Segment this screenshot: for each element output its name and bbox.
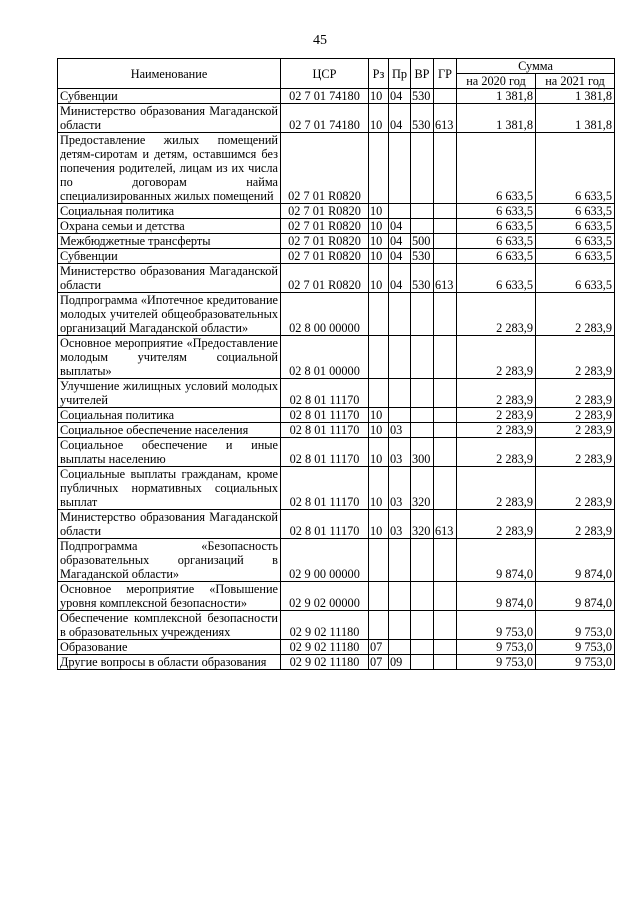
row-gr: [434, 219, 457, 234]
row-sum-2021: 6 633,5: [536, 219, 615, 234]
table-row: [58, 582, 615, 611]
row-sum-2021: 6 633,5: [536, 133, 615, 204]
row-name: Образование: [58, 640, 281, 655]
row-pr: 04: [389, 249, 411, 264]
row-name: Социальная политика: [58, 204, 281, 219]
row-sum-2021: 9 753,0: [536, 655, 615, 670]
row-sum-2020: 6 633,5: [457, 234, 536, 249]
row-pr: [389, 293, 411, 336]
table-row: [58, 104, 615, 133]
row-gr: 613: [434, 104, 457, 133]
row-sum-2021: 6 633,5: [536, 204, 615, 219]
row-vr: [411, 640, 434, 655]
row-name: Другие вопросы в области образования: [58, 655, 281, 670]
row-csr: 02 9 02 11180: [281, 655, 369, 670]
row-name: Министерство образования Магаданской области: [58, 510, 281, 539]
row-rz: 10: [369, 249, 389, 264]
row-rz: [369, 336, 389, 379]
row-rz: [369, 611, 389, 640]
row-rz: [369, 379, 389, 408]
row-gr: [434, 423, 457, 438]
row-pr: [389, 204, 411, 219]
row-pr: [389, 539, 411, 582]
row-vr: [411, 336, 434, 379]
row-name: Основное мероприятие «Повышение уровня комплексной безопасности»: [58, 582, 281, 611]
row-gr: [434, 379, 457, 408]
table-row: [58, 640, 615, 655]
row-gr: [434, 438, 457, 467]
row-pr: 04: [389, 104, 411, 133]
row-gr: 613: [434, 510, 457, 539]
row-name: Основное мероприятие «Предоставление молодым учителям социальной выплаты»: [58, 336, 281, 379]
row-csr: 02 8 01 11170: [281, 379, 369, 408]
row-rz: 10: [369, 89, 389, 104]
table-row: [58, 204, 615, 219]
row-pr: [389, 611, 411, 640]
row-sum-2020: 2 283,9: [457, 408, 536, 423]
table-row: [58, 133, 615, 204]
row-sum-2020: 2 283,9: [457, 423, 536, 438]
row-sum-2021: 2 283,9: [536, 336, 615, 379]
row-vr: [411, 133, 434, 204]
row-name: Обеспечение комплексной безопасности в образовательных учреждениях: [58, 611, 281, 640]
row-sum-2020: 6 633,5: [457, 204, 536, 219]
row-pr: [389, 336, 411, 379]
row-gr: [434, 204, 457, 219]
table-row: [58, 438, 615, 467]
row-vr: 530: [411, 249, 434, 264]
row-gr: [434, 539, 457, 582]
row-pr: 03: [389, 423, 411, 438]
header-pr: Пр: [389, 59, 411, 89]
row-gr: [434, 408, 457, 423]
row-csr: 02 7 01 R0820: [281, 133, 369, 204]
header-gr: ГР: [434, 59, 457, 89]
row-vr: [411, 423, 434, 438]
table-row: [58, 510, 615, 539]
row-csr: 02 8 01 11170: [281, 467, 369, 510]
row-rz: 10: [369, 408, 389, 423]
table-row: [58, 655, 615, 670]
header-csr: ЦСР: [281, 59, 369, 89]
row-vr: 530: [411, 89, 434, 104]
row-sum-2020: 2 283,9: [457, 336, 536, 379]
row-sum-2020: 9 874,0: [457, 582, 536, 611]
row-sum-2020: 2 283,9: [457, 438, 536, 467]
row-pr: 03: [389, 438, 411, 467]
row-sum-2021: 6 633,5: [536, 264, 615, 293]
row-gr: [434, 133, 457, 204]
row-name: Социальное обеспечение населения: [58, 423, 281, 438]
row-vr: 500: [411, 234, 434, 249]
table-row: [58, 336, 615, 379]
row-rz: 10: [369, 234, 389, 249]
table-body: [58, 89, 615, 670]
row-pr: 09: [389, 655, 411, 670]
row-sum-2021: 1 381,8: [536, 89, 615, 104]
row-csr: 02 8 00 00000: [281, 293, 369, 336]
table-row: [58, 264, 615, 293]
row-name: Социальное обеспечение и иные выплаты населению: [58, 438, 281, 467]
row-vr: [411, 655, 434, 670]
table-row: [58, 379, 615, 408]
row-pr: [389, 640, 411, 655]
row-sum-2021: 2 283,9: [536, 293, 615, 336]
row-vr: [411, 539, 434, 582]
row-rz: [369, 539, 389, 582]
row-sum-2021: 6 633,5: [536, 249, 615, 264]
row-sum-2021: 2 283,9: [536, 408, 615, 423]
table-row: [58, 423, 615, 438]
row-vr: [411, 293, 434, 336]
row-rz: 10: [369, 510, 389, 539]
row-name: Межбюджетные трансферты: [58, 234, 281, 249]
row-gr: 613: [434, 264, 457, 293]
row-rz: 10: [369, 467, 389, 510]
row-rz: 10: [369, 423, 389, 438]
row-sum-2021: 9 874,0: [536, 582, 615, 611]
row-gr: [434, 655, 457, 670]
row-csr: 02 7 01 R0820: [281, 219, 369, 234]
row-gr: [434, 582, 457, 611]
row-rz: [369, 293, 389, 336]
row-pr: 03: [389, 467, 411, 510]
row-name: Улучшение жилищных условий молодых учителей: [58, 379, 281, 408]
row-sum-2021: 2 283,9: [536, 467, 615, 510]
row-rz: [369, 582, 389, 611]
row-pr: 04: [389, 89, 411, 104]
row-vr: [411, 204, 434, 219]
table-row: [58, 408, 615, 423]
table-row: [58, 249, 615, 264]
row-rz: 07: [369, 640, 389, 655]
table-row: [58, 293, 615, 336]
header-sum: Сумма: [457, 59, 615, 74]
row-rz: 07: [369, 655, 389, 670]
row-gr: [434, 467, 457, 510]
row-sum-2021: 1 381,8: [536, 104, 615, 133]
row-gr: [434, 611, 457, 640]
row-vr: [411, 219, 434, 234]
row-csr: 02 8 01 11170: [281, 438, 369, 467]
row-csr: 02 9 02 00000: [281, 582, 369, 611]
row-gr: [434, 336, 457, 379]
row-sum-2020: 9 753,0: [457, 640, 536, 655]
row-csr: 02 7 01 R0820: [281, 204, 369, 219]
row-rz: 10: [369, 264, 389, 293]
row-name: Предоставление жилых помещений детям-сиротам и детям, оставшимся без попечения родителей, лицам из их числа по договорам найма специализированных жилых помещений: [58, 133, 281, 204]
row-vr: [411, 379, 434, 408]
row-vr: 300: [411, 438, 434, 467]
row-csr: 02 8 01 11170: [281, 423, 369, 438]
row-rz: 10: [369, 219, 389, 234]
row-sum-2020: 2 283,9: [457, 379, 536, 408]
row-csr: 02 8 01 00000: [281, 336, 369, 379]
row-pr: 04: [389, 234, 411, 249]
row-pr: [389, 133, 411, 204]
row-csr: 02 9 02 11180: [281, 640, 369, 655]
row-sum-2021: 9 874,0: [536, 539, 615, 582]
row-name: Субвенции: [58, 89, 281, 104]
row-name: Социальная политика: [58, 408, 281, 423]
budget-table: [57, 58, 615, 670]
header-year-2020: на 2020 год: [457, 74, 536, 89]
row-gr: [434, 89, 457, 104]
row-csr: 02 9 02 11180: [281, 611, 369, 640]
row-name: Подпрограмма «Безопасность образовательных организаций в Магаданской области»: [58, 539, 281, 582]
row-sum-2020: 1 381,8: [457, 89, 536, 104]
row-sum-2020: 1 381,8: [457, 104, 536, 133]
row-pr: [389, 408, 411, 423]
header-name: Наименование: [58, 59, 281, 89]
row-name: Подпрограмма «Ипотечное кредитование молодых учителей общеобразовательных организаций Магаданской области»: [58, 293, 281, 336]
row-sum-2021: 2 283,9: [536, 379, 615, 408]
row-gr: [434, 234, 457, 249]
row-vr: [411, 408, 434, 423]
row-pr: 04: [389, 264, 411, 293]
row-sum-2020: 9 753,0: [457, 655, 536, 670]
header-year-2021: на 2021 год: [536, 74, 615, 89]
row-sum-2020: 2 283,9: [457, 293, 536, 336]
row-name: Социальные выплаты гражданам, кроме публичных нормативных социальных выплат: [58, 467, 281, 510]
row-name: Охрана семьи и детства: [58, 219, 281, 234]
row-vr: 530: [411, 104, 434, 133]
row-rz: 10: [369, 438, 389, 467]
table-row: [58, 234, 615, 249]
row-pr: 03: [389, 510, 411, 539]
row-gr: [434, 249, 457, 264]
row-name: Министерство образования Магаданской области: [58, 104, 281, 133]
row-rz: 10: [369, 204, 389, 219]
row-csr: 02 7 01 R0820: [281, 234, 369, 249]
row-sum-2021: 2 283,9: [536, 510, 615, 539]
row-sum-2021: 9 753,0: [536, 611, 615, 640]
row-vr: 320: [411, 510, 434, 539]
row-sum-2020: 6 633,5: [457, 264, 536, 293]
row-csr: 02 7 01 R0820: [281, 264, 369, 293]
row-rz: 10: [369, 104, 389, 133]
row-name: Министерство образования Магаданской области: [58, 264, 281, 293]
row-vr: 320: [411, 467, 434, 510]
row-pr: 04: [389, 219, 411, 234]
row-gr: [434, 640, 457, 655]
row-rz: [369, 133, 389, 204]
table-row: [58, 219, 615, 234]
row-sum-2021: 2 283,9: [536, 423, 615, 438]
row-csr: 02 8 01 11170: [281, 510, 369, 539]
row-csr: 02 7 01 R0820: [281, 249, 369, 264]
header-rz: Рз: [369, 59, 389, 89]
row-sum-2020: 6 633,5: [457, 249, 536, 264]
table-row: [58, 539, 615, 582]
row-vr: [411, 611, 434, 640]
row-sum-2020: 6 633,5: [457, 219, 536, 234]
row-sum-2020: 9 874,0: [457, 539, 536, 582]
row-vr: 530: [411, 264, 434, 293]
row-csr: 02 9 00 00000: [281, 539, 369, 582]
row-gr: [434, 293, 457, 336]
row-pr: [389, 379, 411, 408]
row-sum-2020: 9 753,0: [457, 611, 536, 640]
page-number: 45: [313, 33, 327, 48]
table-row: [58, 467, 615, 510]
row-vr: [411, 582, 434, 611]
row-csr: 02 7 01 74180: [281, 104, 369, 133]
row-name: Субвенции: [58, 249, 281, 264]
row-sum-2020: 2 283,9: [457, 510, 536, 539]
row-sum-2021: 9 753,0: [536, 640, 615, 655]
row-csr: 02 7 01 74180: [281, 89, 369, 104]
header-vr: ВР: [411, 59, 434, 89]
row-sum-2021: 6 633,5: [536, 234, 615, 249]
table-row: [58, 89, 615, 104]
row-sum-2021: 2 283,9: [536, 438, 615, 467]
row-csr: 02 8 01 11170: [281, 408, 369, 423]
row-pr: [389, 582, 411, 611]
row-sum-2020: 6 633,5: [457, 133, 536, 204]
table-row: [58, 611, 615, 640]
row-sum-2020: 2 283,9: [457, 467, 536, 510]
